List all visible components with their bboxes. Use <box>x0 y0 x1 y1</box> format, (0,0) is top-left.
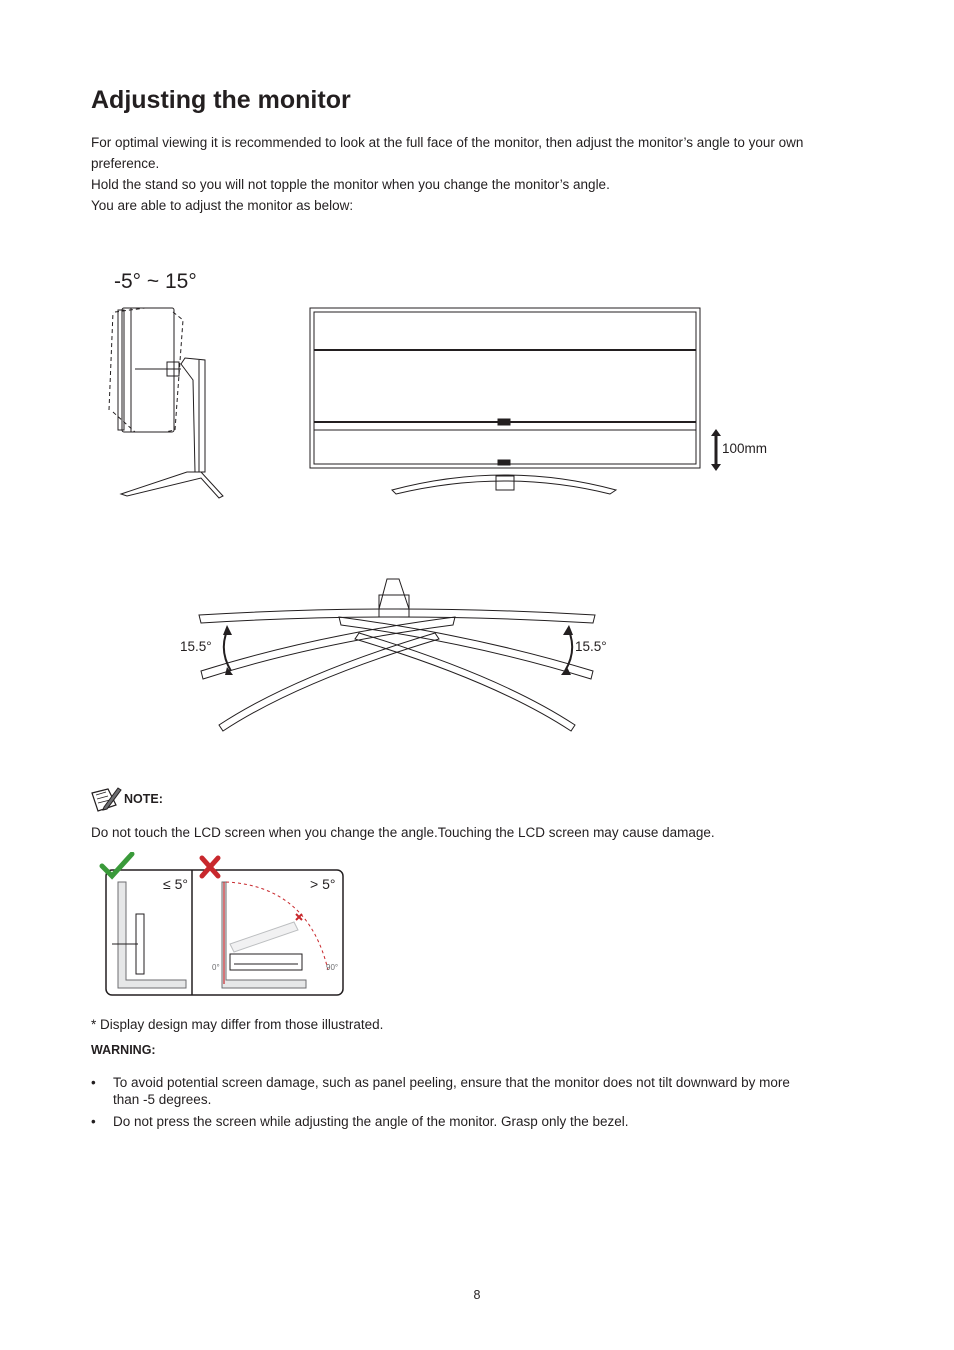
note-text: Do not touch the LCD screen when you change the angle.Touching the LCD screen may cause damage. <box>91 825 715 840</box>
warning-item-1-line-1: To avoid potential screen damage, such as panel peeling, ensure that the monitor does not tilt downward by more <box>113 1075 790 1090</box>
swivel-right-label: 15.5° <box>575 639 607 654</box>
tilt-side-view-illustration <box>105 300 230 500</box>
warning-title: WARNING: <box>91 1043 156 1057</box>
ninety-degree-label: 90° <box>326 963 339 972</box>
page-title: Adjusting the monitor <box>91 86 351 114</box>
tilt-range-label: -5° ~ 15° <box>114 270 197 293</box>
height-adjust-label: 100mm <box>722 441 768 456</box>
warning-item-2-line-1: Do not press the screen while adjusting the angle of the monitor. Grasp only the bezel. <box>113 1114 629 1129</box>
intro-line-3: You are able to adjust the monitor as below: <box>91 198 354 213</box>
intro-line-1b: preference. <box>91 156 160 171</box>
intro-line-2: Hold the stand so you will not topple the monitor when you change the monitor’s angle. <box>91 177 610 192</box>
page-number: 8 <box>473 1288 481 1302</box>
swivel-left-label: 15.5° <box>180 639 212 654</box>
swivel-top-view-illustration <box>195 575 600 735</box>
monitor-front-view-illustration <box>300 300 720 500</box>
intro-line-1: For optimal viewing it is recommended to look at the full face of the monitor, then adjust the monitor’s angle to your own <box>91 135 804 150</box>
ok-angle-label: ≤ 5° <box>163 876 188 892</box>
warning-item-1-line-2: than -5 degrees. <box>113 1092 212 1107</box>
disclaimer: * Display design may differ from those illustrated. <box>91 1017 384 1032</box>
zero-degree-label: 0° <box>212 963 220 972</box>
tilt-do-dont-illustration <box>98 852 348 1000</box>
note-title: NOTE: <box>124 792 163 806</box>
note-pencil-icon <box>90 785 122 813</box>
bullet-glyph: • <box>91 1114 96 1129</box>
bad-angle-label: > 5° <box>310 876 336 892</box>
bullet-glyph: • <box>91 1075 96 1090</box>
intro-paragraph <box>91 132 871 216</box>
